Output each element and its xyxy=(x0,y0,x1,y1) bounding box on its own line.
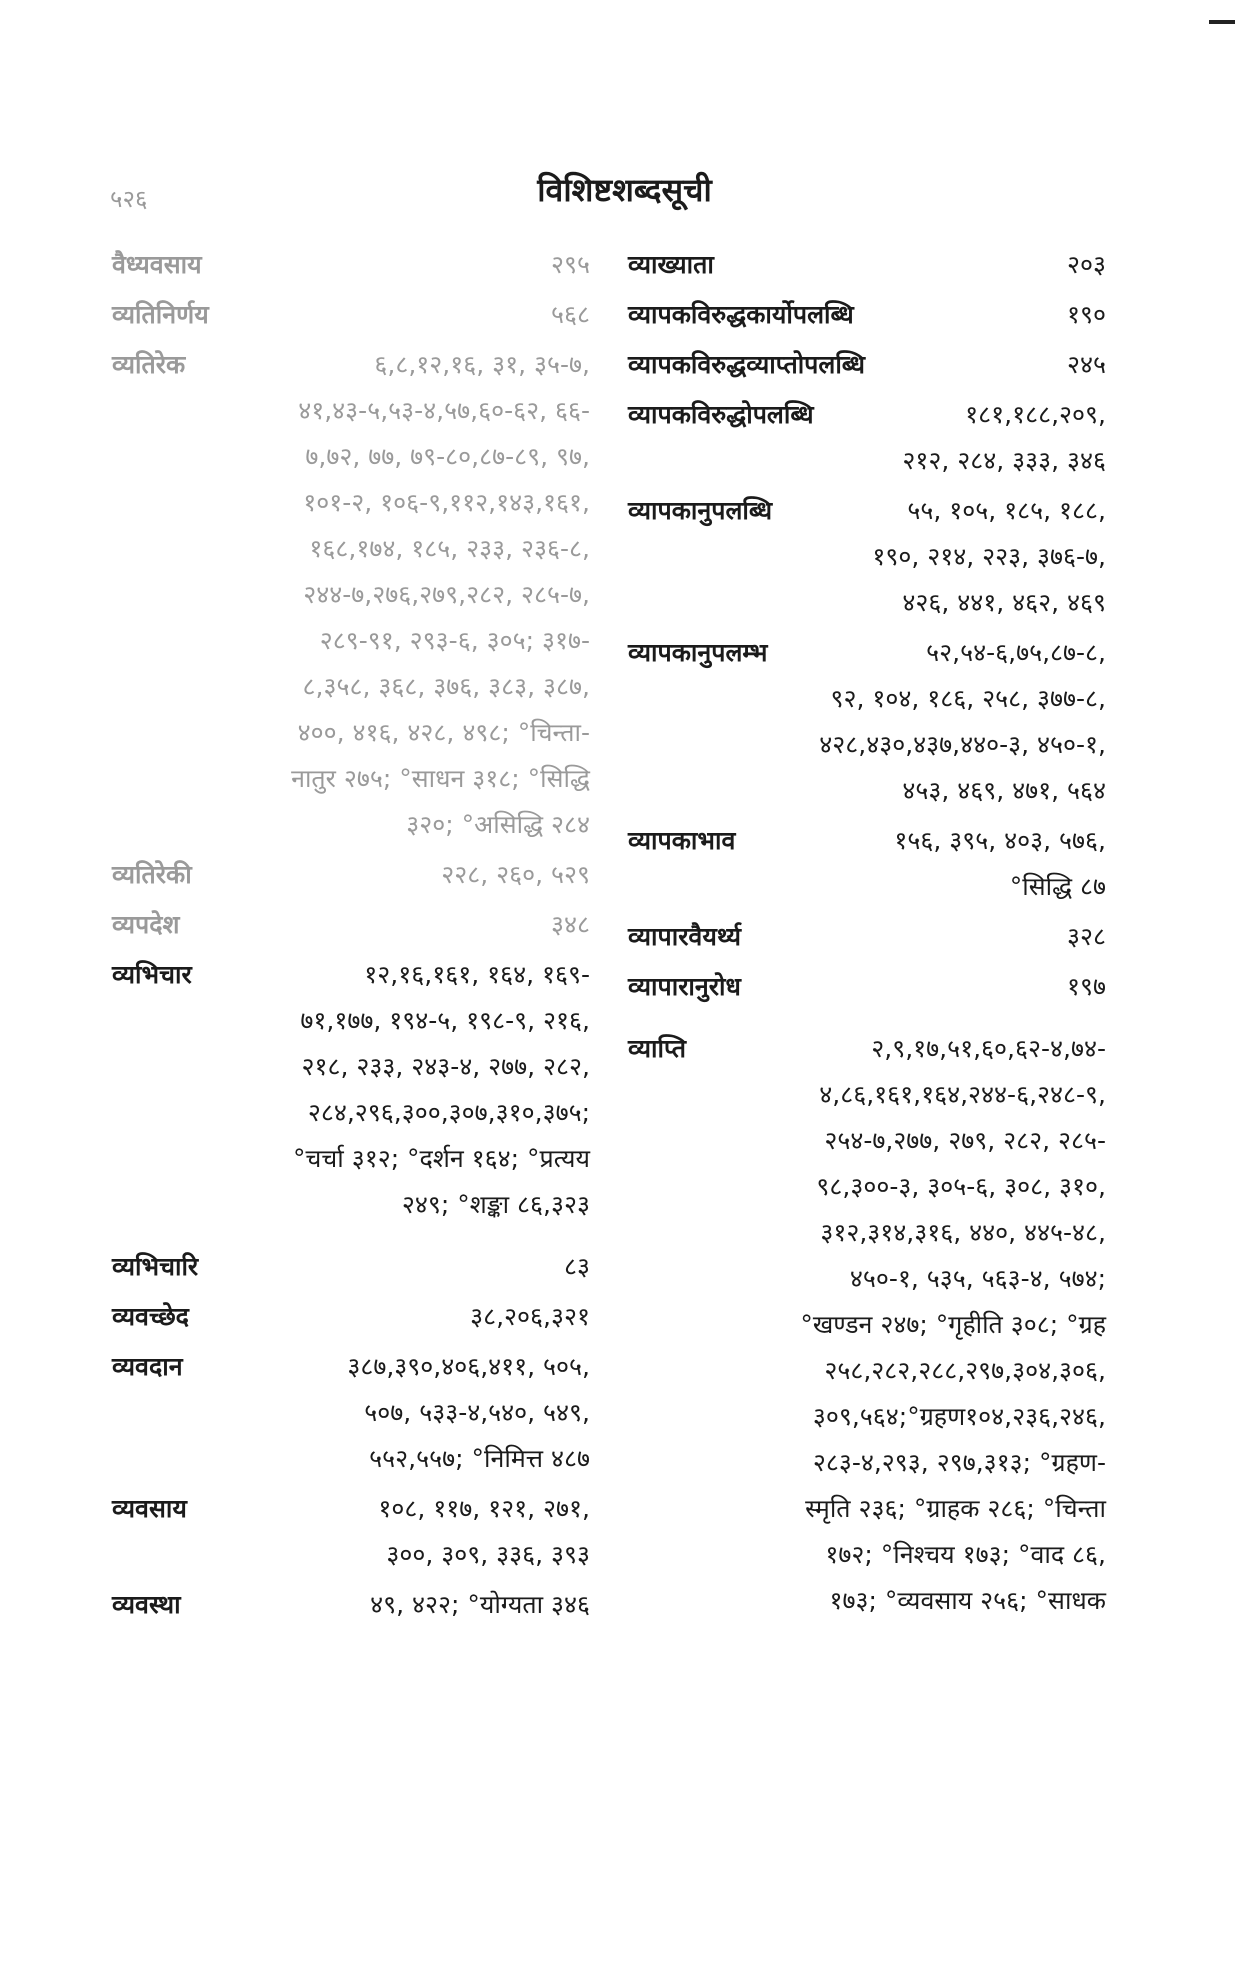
entry-references-continued: ७१,१७७, १९४-५, १९८-९, २१६, xyxy=(300,1006,590,1035)
entry-references-continued: ७,७२, ७७, ७९-८०,८७-८९, ९७, xyxy=(305,442,590,471)
entry-line xyxy=(112,342,590,388)
entry-line xyxy=(112,1294,590,1340)
entry-references: १९७ xyxy=(1066,972,1106,1001)
index-entry xyxy=(112,1582,590,1628)
entry-references: १८१,१८८,२०९, xyxy=(965,400,1106,429)
index-entry xyxy=(112,242,590,288)
entry-references: १२,१६,१६१, १६४, १६९- xyxy=(364,960,590,989)
entry-references-continued: १६८,१७४, १८५, २३३, २३६-८, xyxy=(309,534,590,563)
entry-references: ६,८,१२,१६, ३१, ३५-७, xyxy=(374,350,590,379)
index-entry xyxy=(628,1026,1106,1624)
entry-line xyxy=(628,392,1106,438)
entry-references-continued: °चर्चा ३१२; °दर्शन १६४; °प्रत्यय xyxy=(293,1144,590,1173)
page-header xyxy=(0,168,1249,218)
entry-references-continued: २८३-४,२९३, २९७,३१३; °ग्रहण- xyxy=(812,1448,1106,1477)
index-entry xyxy=(112,1486,590,1578)
entry-line xyxy=(628,818,1106,864)
entry-references-continued: ८,३५८, ३६८, ३७६, ३८३, ३८७, xyxy=(302,672,590,701)
entry-line xyxy=(112,1582,590,1628)
entry-line xyxy=(112,242,590,288)
entry-references-continued: १७३; °व्यवसाय २५६; °साधक xyxy=(829,1586,1106,1615)
index-entry xyxy=(112,1244,590,1290)
index-entry xyxy=(112,1344,590,1482)
index-column-right xyxy=(628,242,1106,1628)
index-column-left xyxy=(112,242,590,1632)
entry-references-continued: ४५३, ४६९, ४७१, ५६४ xyxy=(902,776,1106,805)
entry-references: ३८७,३९०,४०६,४११, ५०५, xyxy=(347,1352,590,1381)
index-entry xyxy=(628,242,1106,288)
entry-line xyxy=(112,852,590,898)
entry-line xyxy=(628,342,1106,388)
entry-references-continued: ३२०; °असिद्धि २८४ xyxy=(406,810,590,839)
entry-references: ४९, ४२२; °योग्यता ३४६ xyxy=(370,1590,590,1619)
index-entry xyxy=(628,392,1106,484)
entry-references: ५५, १०५, १८५, १८८, xyxy=(907,496,1106,525)
entry-references-continued: ४२६, ४४१, ४६२, ४६९ xyxy=(902,588,1106,617)
page-title: विशिष्टशब्दसूची xyxy=(537,171,712,209)
entry-line xyxy=(112,1344,590,1390)
entry-references-continued: ४५०-१, ५३५, ५६३-४, ५७४; xyxy=(849,1264,1106,1293)
entry-references: २०३ xyxy=(1066,250,1106,279)
page-edge-mark xyxy=(1209,20,1235,24)
entry-references-continued: २५४-७,२७७, २७९, २८२, २८५- xyxy=(824,1126,1106,1155)
index-entry xyxy=(112,342,590,848)
entry-references-continued: ४२८,४३०,४३७,४४०-३, ४५०-१, xyxy=(819,730,1106,759)
entry-term: व्यवसाय xyxy=(112,1494,187,1523)
entry-term: व्यापकविरुद्धव्याप्तोपलब्धि xyxy=(628,350,866,379)
entry-term: व्यापारवैयर्थ्य xyxy=(628,922,741,951)
entry-references-continued: १९०, २१४, २२३, ३७६-७, xyxy=(872,542,1106,571)
entry-term: व्यतिनिर्णय xyxy=(112,300,209,329)
entry-line xyxy=(112,902,590,948)
entry-references-continued: २८४,२९६,३००,३०७,३१०,३७५; xyxy=(307,1098,590,1127)
entry-references-continued: स्मृति २३६; °ग्राहक २८६; °चिन्ता xyxy=(805,1494,1106,1523)
entry-references: १५६, ३९५, ४०३, ५७६, xyxy=(894,826,1106,855)
entry-references: ३२८ xyxy=(1066,922,1106,951)
index-entry xyxy=(112,902,590,948)
entry-references: १०८, ११७, १२१, २७१, xyxy=(378,1494,590,1523)
entry-term: व्यपदेश xyxy=(112,910,180,939)
index-entry xyxy=(628,914,1106,960)
index-entry xyxy=(628,342,1106,388)
index-entry xyxy=(112,852,590,898)
index-entry xyxy=(112,292,590,338)
entry-references-continued: २४९; °शङ्का ८६,३२३ xyxy=(401,1190,590,1219)
entry-line xyxy=(628,292,1106,338)
entry-term: व्यभिचार xyxy=(112,960,192,989)
entry-references-continued: ३००, ३०९, ३३६, ३९३ xyxy=(386,1540,590,1569)
entry-term: व्यवस्था xyxy=(112,1590,181,1619)
entry-references: २४५ xyxy=(1066,350,1106,379)
entry-references-continued: ५०७, ५३३-४,५४०, ५४९, xyxy=(364,1398,590,1427)
entry-line xyxy=(112,1486,590,1532)
entry-references-continued: २१२, २८४, ३३३, ३४६ xyxy=(902,446,1106,475)
entry-references-continued: २४४-७,२७६,२७९,२८२, २८५-७, xyxy=(303,580,590,609)
entry-references-continued: ४००, ४१६, ४२८, ४९८; °चिन्ता- xyxy=(297,718,590,747)
entry-line xyxy=(628,964,1106,1010)
entry-references-continued: २८९-९१, २९३-६, ३०५; ३१७- xyxy=(319,626,590,655)
page-number: ५२६ xyxy=(110,185,148,213)
entry-references-continued: ९८,३००-३, ३०५-६, ३०८, ३१०, xyxy=(816,1172,1106,1201)
entry-references-continued: २५८,२८२,२८८,२९७,३०४,३०६, xyxy=(824,1356,1106,1385)
entry-term: व्याप्ति xyxy=(628,1034,686,1063)
entry-references-continued: °सिद्धि ८७ xyxy=(1009,872,1106,901)
entry-references: २,९,१७,५१,६०,६२-४,७४- xyxy=(871,1034,1106,1063)
entry-references-continued: ३१२,३१४,३१६, ४४०, ४४५-४८, xyxy=(820,1218,1106,1247)
entry-references: ३४८ xyxy=(550,910,590,939)
entry-references: २९५ xyxy=(550,250,590,279)
entry-line xyxy=(628,630,1106,676)
entry-term: व्यतिरेकी xyxy=(112,860,192,889)
entry-references-continued: १७२; °निश्चय १७३; °वाद ८६, xyxy=(825,1540,1106,1569)
entry-references-continued: नातुर २७५; °साधन ३१८; °सिद्धि xyxy=(291,764,590,793)
entry-line xyxy=(112,952,590,998)
entry-term: व्यापारानुरोध xyxy=(628,972,741,1001)
entry-line xyxy=(628,914,1106,960)
entry-references: ८३ xyxy=(563,1252,590,1281)
index-entry xyxy=(112,1294,590,1340)
entry-references-continued: °खण्डन २४७; °गृहीति ३०८; °ग्रह xyxy=(800,1310,1106,1339)
index-entry xyxy=(628,488,1106,626)
entry-references-continued: ९२, १०४, १८६, २५८, ३७७-८, xyxy=(830,684,1106,713)
index-entry xyxy=(628,818,1106,910)
entry-line xyxy=(112,292,590,338)
entry-references-continued: १०१-२, १०६-९,११२,१४३,१६१, xyxy=(303,488,590,517)
entry-term: व्यापकानुपलब्धि xyxy=(628,496,773,525)
entry-references: २२८, २६०, ५२९ xyxy=(441,860,590,889)
entry-term: व्यवदान xyxy=(112,1352,183,1381)
entry-references-continued: ४,८६,१६१,१६४,२४४-६,२४८-९, xyxy=(819,1080,1106,1109)
entry-term: व्यतिरेक xyxy=(112,350,186,379)
entry-references-continued: २१८, २३३, २४३-४, २७७, २८२, xyxy=(301,1052,590,1081)
entry-term: व्यभिचारि xyxy=(112,1252,199,1281)
entry-references-continued: ५५२,५५७; °निमित्त ४८७ xyxy=(369,1444,590,1473)
entry-line xyxy=(628,1026,1106,1072)
entry-line xyxy=(112,1244,590,1290)
entry-references: ५६८ xyxy=(550,300,590,329)
entry-term: व्यापकानुपलम्भ xyxy=(628,638,768,667)
entry-term: व्यवच्छेद xyxy=(112,1302,189,1331)
index-entry xyxy=(628,292,1106,338)
entry-references: ५२,५४-६,७५,८७-८, xyxy=(926,638,1106,667)
entry-references-continued: ३०९,५६४;°ग्रहण१०४,२३६,२४६, xyxy=(812,1402,1106,1431)
entry-term: व्यापकविरुद्धकार्योपलब्धि xyxy=(628,300,854,329)
entry-references-continued: ४१,४३-५,५३-४,५७,६०-६२, ६६- xyxy=(298,396,590,425)
entry-term: व्यापकाभाव xyxy=(628,826,736,855)
index-entry xyxy=(112,952,590,1228)
entry-term: व्याख्याता xyxy=(628,250,714,279)
entry-line xyxy=(628,488,1106,534)
entry-references: ३८,२०६,३२१ xyxy=(470,1302,590,1331)
entry-term: वैध्यवसाय xyxy=(112,250,202,279)
entry-term: व्यापकविरुद्धोपलब्धि xyxy=(628,400,814,429)
entry-line xyxy=(628,242,1106,288)
entry-references: १९० xyxy=(1066,300,1106,329)
index-entry xyxy=(628,630,1106,814)
index-entry xyxy=(628,964,1106,1010)
